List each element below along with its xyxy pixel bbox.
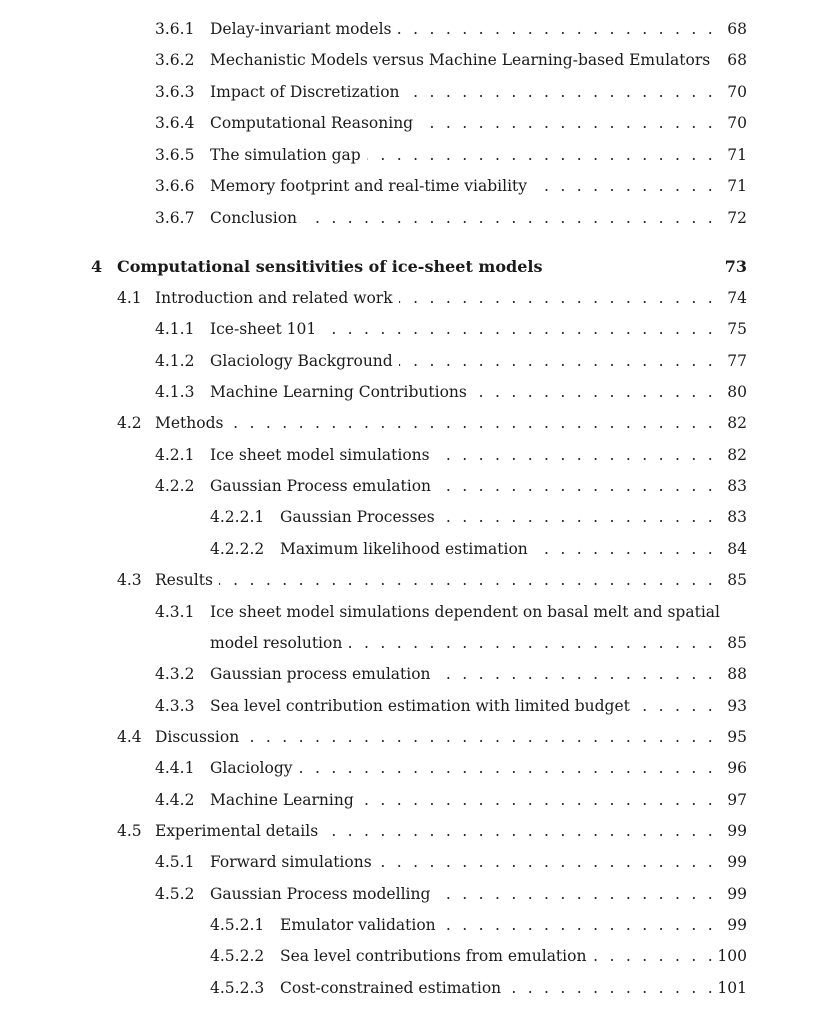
toc-entry-number: 4.4 (117, 728, 142, 746)
toc-entry-title-text: Machine Learning Contributions (210, 383, 473, 401)
dot-leader (155, 411, 729, 435)
toc-entry-title-text: Computational sensitivities of ice-sheet models (117, 257, 543, 276)
toc-entry-title (210, 317, 729, 341)
toc-entry[interactable] (0, 819, 817, 843)
toc-entry-page-number: 83 (723, 505, 747, 529)
toc-entry-number: 4.1 (117, 289, 142, 307)
toc-entry-title-text: Gaussian Process modelling (210, 885, 436, 903)
toc-entry-number: 4.1.1 (155, 320, 195, 338)
toc-entry-number: 4.1.3 (155, 383, 195, 401)
toc-entry-number: 4.2.2 (155, 477, 195, 495)
toc-entry[interactable] (0, 317, 817, 341)
toc-entry-title-text: Mechanistic Models versus Machine Learning-based Emulators (210, 51, 716, 69)
toc-entry-title-text: Forward simulations (210, 853, 378, 871)
toc-entry[interactable] (0, 474, 817, 498)
toc-entry-page-number: 95 (723, 725, 747, 749)
toc-entry[interactable] (0, 411, 817, 435)
toc-entry-page-number: 99 (723, 850, 747, 874)
toc-entry-page-number: 70 (723, 80, 747, 104)
toc-entry[interactable] (0, 568, 817, 592)
toc-entry-page-number: 83 (723, 474, 747, 498)
toc-entry-title-text: Sea level contributions from emulation (280, 947, 592, 965)
toc-entry-title (210, 17, 729, 41)
toc-entry-title (210, 756, 729, 780)
toc-entry-number: 3.6.1 (155, 20, 195, 38)
toc-entry-title-text: Ice-sheet 101 (210, 320, 322, 338)
toc-entry-title (210, 474, 729, 498)
toc-entry-title (210, 206, 729, 230)
toc-entry[interactable] (0, 380, 817, 404)
toc-entry-number: 3.6.7 (155, 209, 195, 227)
toc-entry-number: 4.1.2 (155, 352, 195, 370)
toc-entry-title-text: Discussion (155, 728, 245, 746)
toc-entry-number: 4.3 (117, 571, 142, 589)
toc-entry-title (155, 286, 729, 310)
toc-entry-page-number: 75 (723, 317, 747, 341)
toc-entry-title (155, 411, 729, 435)
toc-entry-title (210, 80, 729, 104)
toc-entry-title-text: model resolution (210, 634, 348, 652)
toc-entry-page-number: 100 (713, 944, 747, 968)
toc-entry-page-number: 96 (723, 756, 747, 780)
toc-entry-page-number: 85 (723, 568, 747, 592)
toc-entry[interactable] (0, 17, 817, 41)
toc-entry-page-number: 99 (723, 882, 747, 906)
toc-entry-title-text: Ice sheet model simulations dependent on basal melt and spatial (210, 603, 726, 621)
toc-entry-title (210, 882, 729, 906)
toc-entry-title (210, 694, 729, 718)
toc-entry[interactable] (0, 143, 817, 167)
toc-entry[interactable] (0, 725, 817, 749)
toc-entry-title-text: Maximum likelihood estimation (280, 540, 534, 558)
toc-entry-title (210, 380, 729, 404)
toc-entry-title-text: Experimental details (155, 822, 324, 840)
toc-entry-page-number: 99 (723, 819, 747, 843)
toc-entry-number: 4.5.2.1 (210, 916, 265, 934)
toc-entry-title-text: Ice sheet model simulations (210, 446, 436, 464)
toc-entry-title-text: Sea level contribution estimation with limited budget (210, 697, 636, 715)
toc-chapter-entry[interactable] (0, 255, 817, 279)
toc-entry-title-text: Impact of Discretization (210, 83, 406, 101)
toc-entry-page-number: 80 (723, 380, 747, 404)
toc-entry[interactable] (0, 788, 817, 812)
toc-entry-title-text: Conclusion (210, 209, 303, 227)
toc-entry[interactable] (0, 913, 817, 937)
toc-entry-title (155, 725, 729, 749)
toc-entry[interactable] (0, 850, 817, 874)
toc-entry[interactable] (0, 206, 817, 230)
toc-entry-title (280, 976, 729, 1000)
toc-entry[interactable] (0, 48, 817, 72)
toc-entry-page-number: 82 (723, 411, 747, 435)
toc-entry-title (210, 662, 729, 686)
toc-entry-number: 3.6.2 (155, 51, 195, 69)
toc-entry-title-text: Emulator validation (280, 916, 442, 934)
toc-entry-title (210, 600, 729, 624)
toc-entry-title-text: Glaciology Background (210, 352, 399, 370)
toc-entry-page-number: 82 (723, 443, 747, 467)
toc-entry[interactable] (0, 976, 817, 1000)
toc-entry-page-number: 71 (723, 143, 747, 167)
toc-entry[interactable] (0, 944, 817, 968)
toc-entry-number: 3.6.3 (155, 83, 195, 101)
toc-entry[interactable] (0, 286, 817, 310)
toc-entry[interactable] (0, 505, 817, 529)
toc-entry-title (210, 788, 729, 812)
toc-entry-title-text: Computational Reasoning (210, 114, 419, 132)
toc-entry-number: 4.3.1 (155, 603, 195, 621)
toc-entry-page-number: 84 (723, 537, 747, 561)
toc-entry-number: 4.3.3 (155, 697, 195, 715)
dot-leader (155, 568, 729, 592)
toc-entry-number: 4.5.2 (155, 885, 195, 903)
toc-entry-number: 4 (91, 257, 103, 276)
toc-entry[interactable] (0, 174, 817, 198)
toc-entry-title (117, 255, 729, 279)
toc-entry[interactable] (0, 349, 817, 373)
toc-entry-title-text: Cost-constrained estimation (280, 979, 507, 997)
toc-entry-number: 4.2.2.2 (210, 540, 265, 558)
toc-entry-page-number: 74 (723, 286, 747, 310)
toc-entry[interactable] (0, 662, 817, 686)
toc-entry-title-text: Memory footprint and real-time viability (210, 177, 533, 195)
toc-entry-number: 3.6.4 (155, 114, 195, 132)
toc-entry-title-text: Gaussian process emulation (210, 665, 437, 683)
toc-entry-title-text: Results (155, 571, 219, 589)
toc-entry-title-text: Glaciology (210, 759, 299, 777)
toc-entry-title-text: Machine Learning (210, 791, 360, 809)
toc-entry-number: 4.4.1 (155, 759, 195, 777)
toc-entry-title (210, 111, 729, 135)
toc-entry-title (280, 505, 729, 529)
toc-entry-page-number: 77 (723, 349, 747, 373)
toc-entry-number: 4.4.2 (155, 791, 195, 809)
toc-entry-title (155, 819, 729, 843)
toc-entry-title-text: Methods (155, 414, 229, 432)
toc-entry-number: 4.3.2 (155, 665, 195, 683)
toc-entry-page-number: 97 (723, 788, 747, 812)
toc-entry-page-number: 71 (723, 174, 747, 198)
toc-entry[interactable] (0, 756, 817, 780)
toc-entry-page-number: 99 (723, 913, 747, 937)
toc-entry[interactable] (0, 694, 817, 718)
toc-entry-title (155, 568, 729, 592)
toc-entry[interactable] (0, 631, 817, 655)
toc-entry-title-text: The simulation gap (210, 146, 367, 164)
toc-entry-number: 3.6.5 (155, 146, 195, 164)
toc-entry-page-number: 70 (723, 111, 747, 135)
toc-entry-page-number: 68 (723, 48, 747, 72)
toc-entry-number: 4.5.2.3 (210, 979, 265, 997)
toc-entry-number: 4.5 (117, 822, 142, 840)
toc-entry-title (280, 913, 729, 937)
toc-entry-page-number: 93 (723, 694, 747, 718)
toc-entry-number: 4.2.2.1 (210, 508, 265, 526)
toc-entry-title-text: Gaussian Processes (280, 508, 441, 526)
toc-entry-page-number: 88 (723, 662, 747, 686)
toc-entry[interactable] (0, 600, 817, 624)
toc-entry[interactable] (0, 882, 817, 906)
toc-entry-title (210, 174, 729, 198)
toc-entry-page-number: 72 (723, 206, 747, 230)
toc-entry[interactable] (0, 443, 817, 467)
toc-entry-title (210, 850, 729, 874)
toc-entry-number: 4.5.1 (155, 853, 195, 871)
toc-entry-title (210, 143, 729, 167)
toc-entry-title-text: Delay-invariant models (210, 20, 398, 38)
toc-entry-number: 3.6.6 (155, 177, 195, 195)
toc-entry[interactable] (0, 80, 817, 104)
toc-entry-title (280, 537, 729, 561)
toc-entry-title-text: Introduction and related work (155, 289, 399, 307)
toc-entry-title (210, 349, 729, 373)
toc-entry-page-number: 101 (713, 976, 747, 1000)
toc-entry-title (210, 631, 729, 655)
toc-entry[interactable] (0, 111, 817, 135)
toc-entry-title (210, 443, 729, 467)
toc-entry-title (210, 48, 729, 72)
toc-entry-number: 4.2.1 (155, 446, 195, 464)
toc-entry-title (280, 944, 729, 968)
toc-entry-page-number: 73 (721, 255, 747, 279)
toc-entry-page-number: 68 (723, 17, 747, 41)
toc-entry[interactable] (0, 537, 817, 561)
toc-entry-page-number: 85 (723, 631, 747, 655)
toc-entry-number: 4.5.2.2 (210, 947, 265, 965)
toc-entry-title-text: Gaussian Process emulation (210, 477, 437, 495)
toc-entry-number: 4.2 (117, 414, 142, 432)
